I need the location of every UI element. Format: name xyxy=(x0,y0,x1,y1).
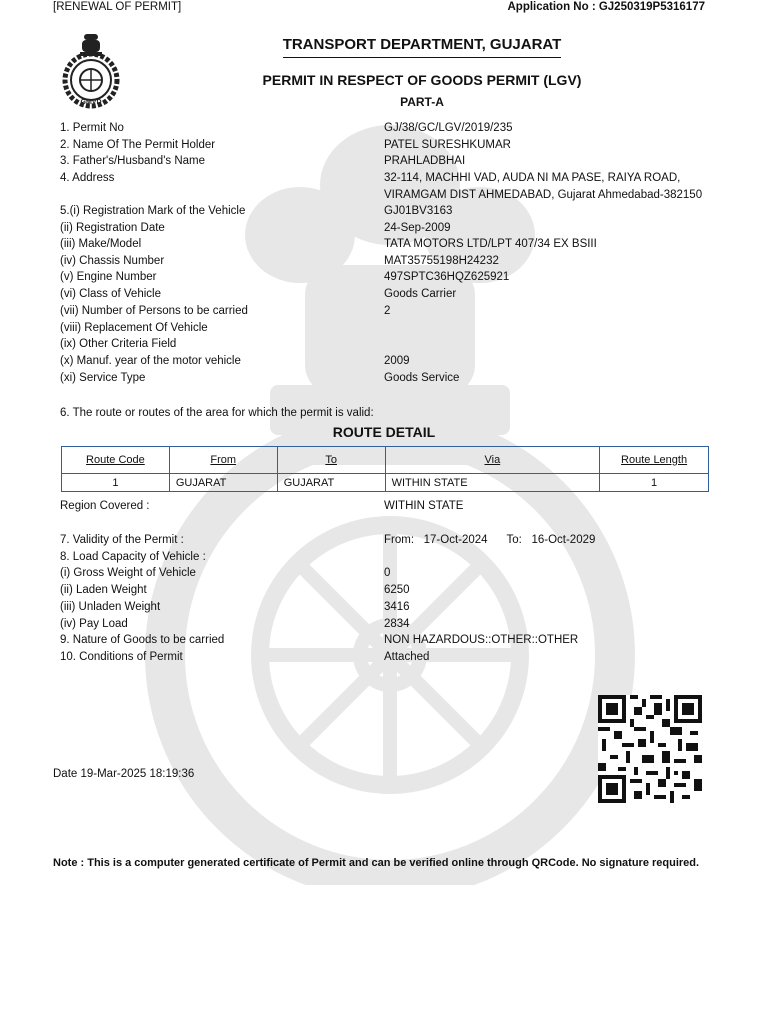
field-manuf-year: (x) Manuf. year of the motor vehicle 2009 xyxy=(60,355,410,367)
application-number: Application No : GJ250319P5316177 xyxy=(507,1,705,13)
field-registration-date: (ii) Registration Date 24-Sep-2009 xyxy=(60,222,451,234)
validity-from-date: 17-Oct-2024 xyxy=(423,534,488,546)
field-other-criteria: (ix) Other Criteria Field xyxy=(60,338,177,350)
field-engine-number: (v) Engine Number 497SPTC36HQZ625921 xyxy=(60,271,510,283)
field-region-covered: Region Covered : WITHIN STATE xyxy=(60,500,464,512)
field-father-name: 3. Father's/Husband's Name PRAHLADBHAI xyxy=(60,155,466,167)
field-holder-name: 2. Name Of The Permit Holder PATEL SURESHKUMAR xyxy=(60,139,511,151)
field-permit-no: 1. Permit No GJ/38/GC/LGV/2019/235 xyxy=(60,122,513,134)
field-load-capacity: 8. Load Capacity of Vehicle : xyxy=(60,551,206,563)
department-title: TRANSPORT DEPARTMENT, GUJARAT xyxy=(0,36,768,56)
field-replacement: (viii) Replacement Of Vehicle xyxy=(60,322,208,334)
table-row xyxy=(62,474,709,492)
route-code-cell: 1 xyxy=(62,474,170,492)
logo-text: GMVD xyxy=(80,99,102,106)
field-vehicle-class: (vi) Class of Vehicle Goods Carrier xyxy=(60,288,457,300)
route-to-cell: GUJARAT xyxy=(277,474,385,492)
route-intro: 6. The route or routes of the area for which the permit is valid: xyxy=(60,407,374,419)
validity-to-label: To: xyxy=(506,534,522,546)
field-address-line2: VIRAMGAM DIST AHMEDABAD, Gujarat Ahmedabad-382150 xyxy=(384,189,703,201)
issue-date: Date 19-Mar-2025 18:19:36 xyxy=(53,768,195,780)
field-pay-load: (iv) Pay Load 2834 xyxy=(60,618,410,630)
column-header: To xyxy=(277,447,385,474)
permit-type-title: PERMIT IN RESPECT OF GOODS PERMIT (LGV) xyxy=(262,72,582,88)
part-label: PART-A xyxy=(400,95,444,109)
route-detail-title: ROUTE DETAIL xyxy=(332,424,436,440)
route-length-cell: 1 xyxy=(600,474,709,492)
field-chassis-number: (iv) Chassis Number MAT35755198H24232 xyxy=(60,255,499,267)
column-header: Route Code xyxy=(62,447,170,474)
renewal-tag: [RENEWAL OF PERMIT] xyxy=(53,1,182,13)
field-make-model: (iii) Make/Model TATA MOTORS LTD/LPT 407/34 EX BSIII xyxy=(60,238,597,250)
field-laden-weight: (ii) Laden Weight 6250 xyxy=(60,584,410,596)
column-header: From xyxy=(169,447,277,474)
column-header: Route Length xyxy=(600,447,709,474)
validity-to-date: 16-Oct-2029 xyxy=(531,534,596,546)
validity-from-label: From: xyxy=(384,534,415,546)
field-conditions: 10. Conditions of Permit Attached xyxy=(60,651,430,663)
field-gross-weight: (i) Gross Weight of Vehicle 0 xyxy=(60,567,391,579)
field-nature-of-goods: 9. Nature of Goods to be carried NON HAZARDOUS::OTHER::OTHER xyxy=(60,634,579,646)
column-header: Via xyxy=(385,447,600,474)
field-persons-carried: (vii) Number of Persons to be carried 2 xyxy=(60,305,391,317)
route-from-cell: GUJARAT xyxy=(169,474,277,492)
verification-note: Note : This is a computer generated certificate of Permit and can be verified online through QRCode. No signature required. xyxy=(53,857,700,869)
route-table-header xyxy=(62,447,709,474)
field-registration-mark: 5.(i) Registration Mark of the Vehicle GJ01BV3163 xyxy=(60,205,453,217)
route-via-cell: WITHIN STATE xyxy=(385,474,600,492)
field-unladen-weight: (iii) Unladen Weight 3416 xyxy=(60,601,410,613)
field-address: 4. Address 32-114, MACHHI VAD, AUDA NI MA PASE, RAIYA ROAD, xyxy=(60,172,681,184)
field-service-type: (xi) Service Type Goods Service xyxy=(60,372,460,384)
qr-code-icon[interactable] xyxy=(598,695,702,803)
route-table xyxy=(61,446,709,492)
field-validity: 7. Validity of the Permit : From: 17-Oct-2024 To: 16-Oct-2029 xyxy=(60,534,596,546)
